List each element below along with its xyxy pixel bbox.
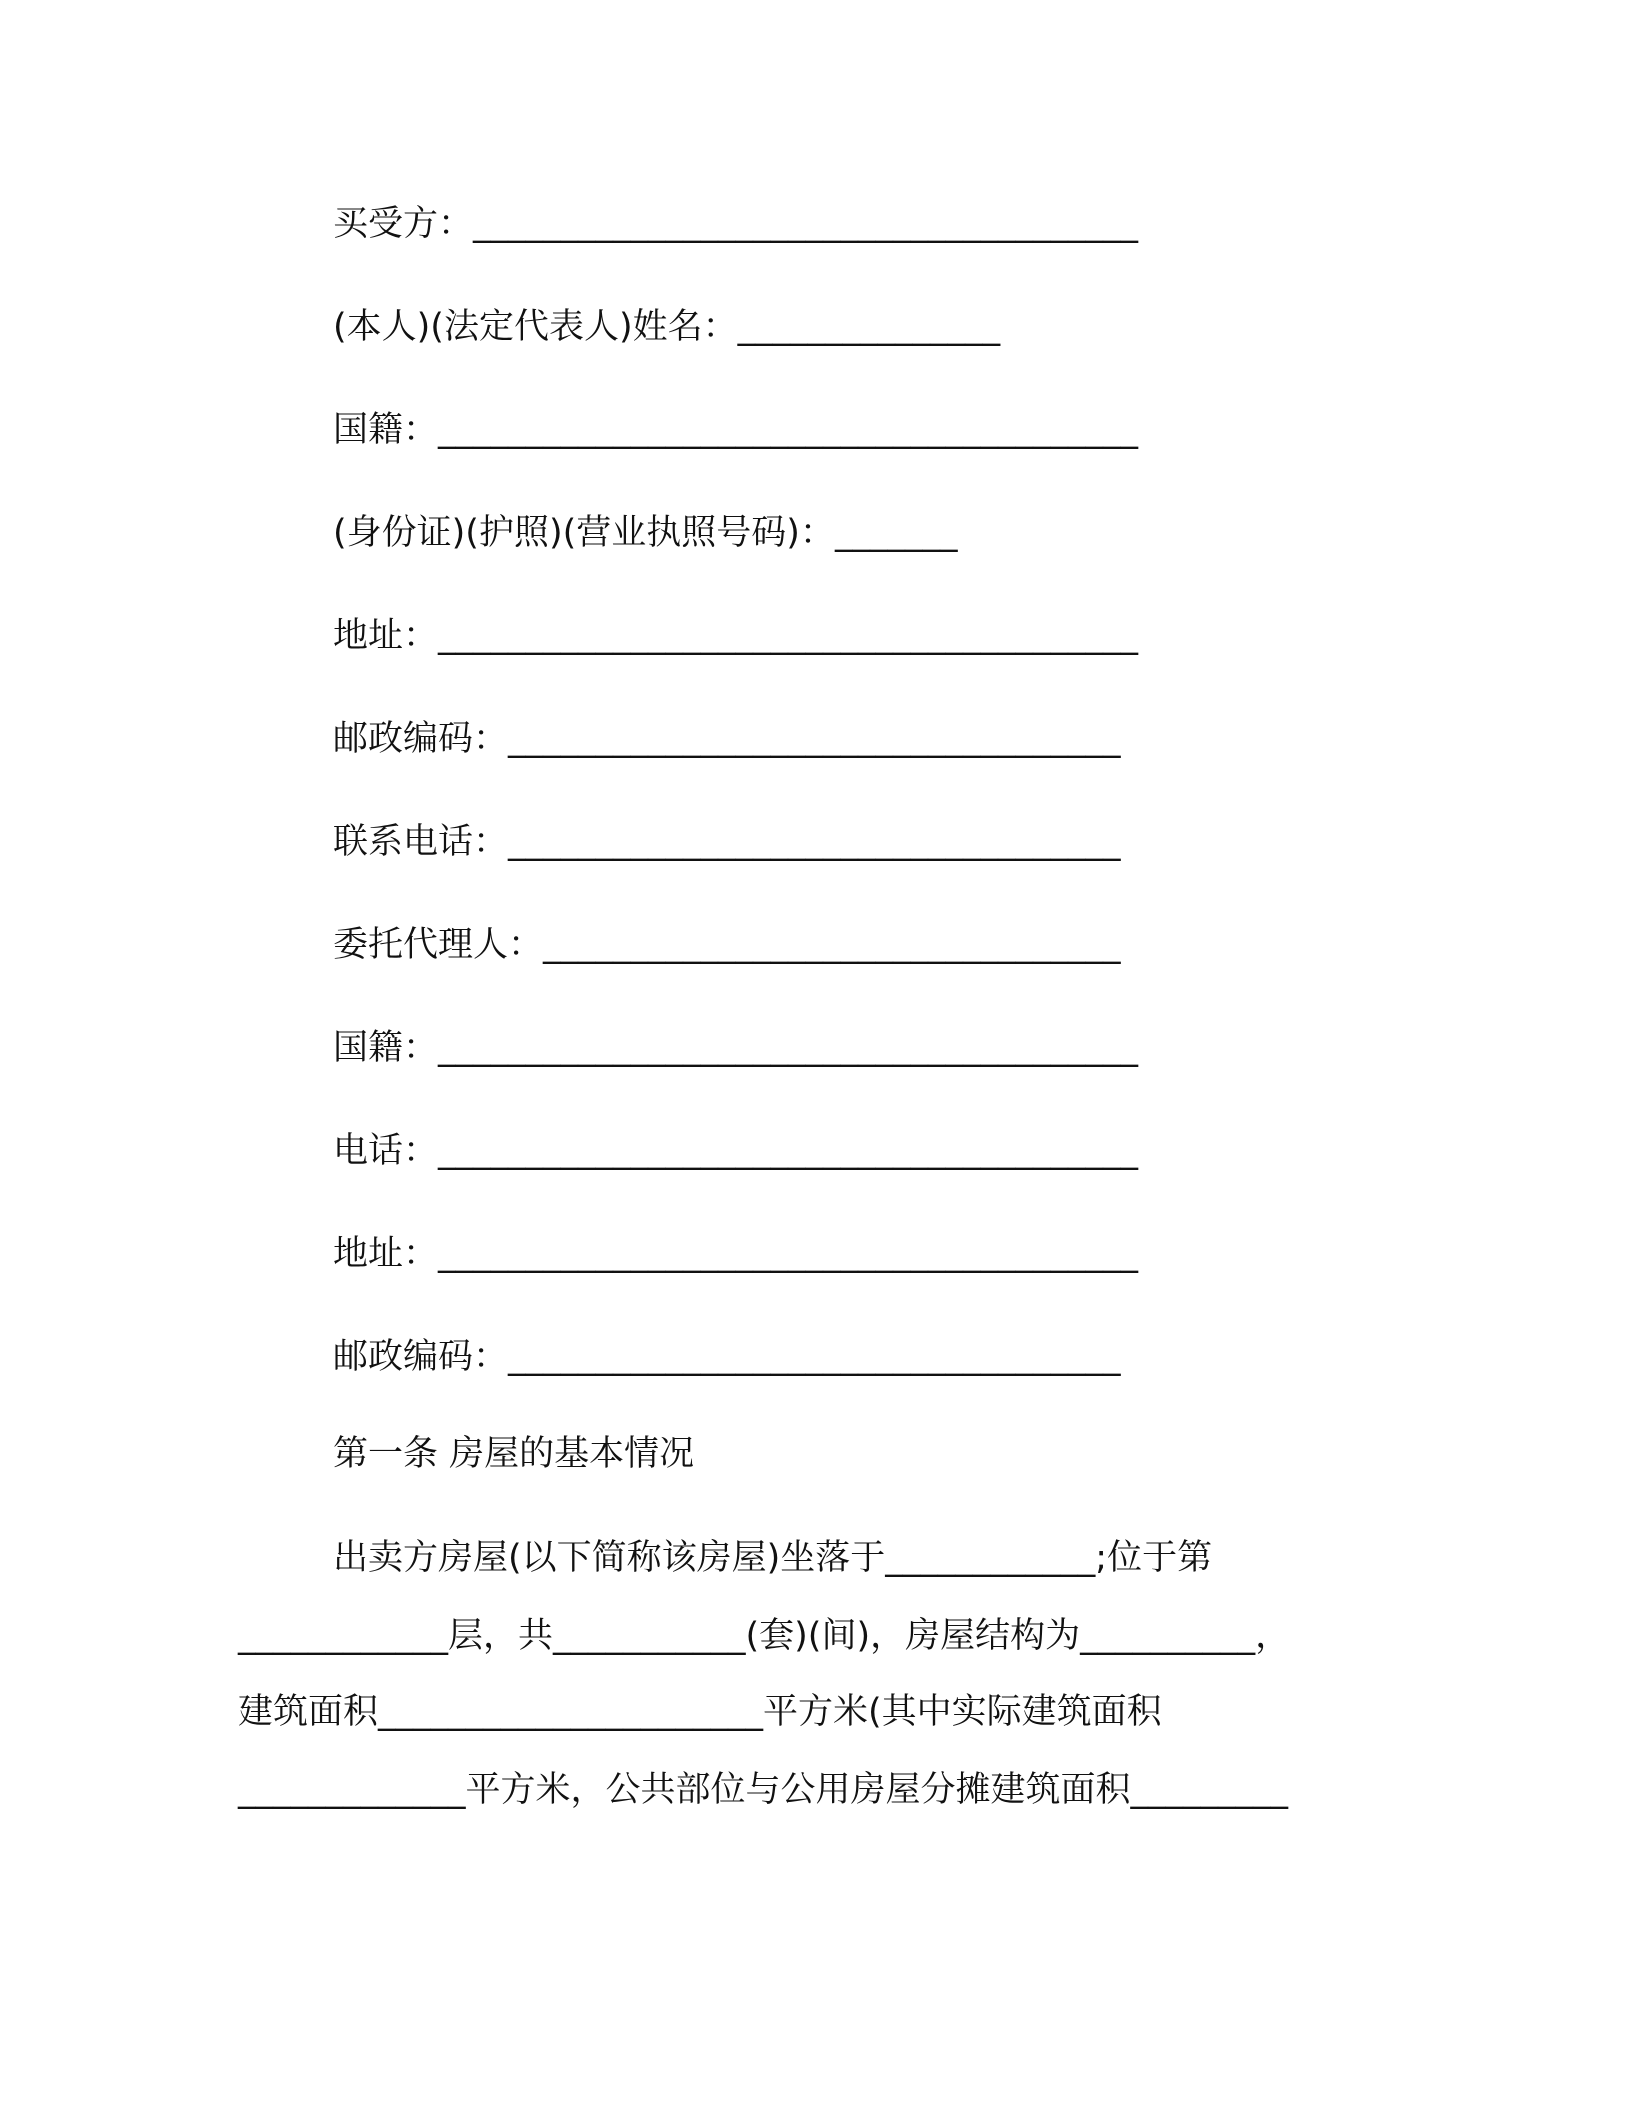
field-postcode: [333, 717, 1121, 761]
field-label: 地址：: [333, 616, 439, 656]
field-label: 邮政编码：: [333, 719, 509, 759]
field-label: (本人)(法定代表人)姓名：: [333, 307, 738, 347]
field-agent-address: [333, 1232, 1138, 1276]
field-agent-nationality: [333, 1026, 1138, 1070]
field-label: 联系电话：: [333, 822, 509, 862]
field-blank: _______________: [737, 307, 1001, 347]
field-label: 地址：: [333, 1234, 439, 1274]
field-blank: ________________________________________: [438, 410, 1139, 450]
field-agent: [333, 923, 1121, 967]
field-agent-postcode: [333, 1335, 1121, 1379]
field-blank: ________________________________________: [438, 1028, 1139, 1068]
field-address: [333, 614, 1138, 658]
field-label: 国籍：: [333, 410, 439, 450]
field-blank: ________________________________________: [438, 1131, 1139, 1171]
field-label: (身份证)(护照)(营业执照号码)：: [333, 513, 835, 553]
field-blank: _______: [834, 513, 958, 553]
field-name: [333, 305, 1000, 349]
field-label: 委托代理人：: [333, 925, 544, 965]
field-label: 邮政编码：: [333, 1337, 509, 1377]
field-nationality: [333, 408, 1138, 452]
field-blank: ___________________________________: [508, 822, 1121, 862]
field-blank: ________________________________________: [438, 616, 1139, 656]
field-blank: ______________________________________: [473, 204, 1139, 244]
article-line: 出卖方房屋(以下简称该房屋)坐落于____________;位于第: [333, 1538, 1213, 1578]
article-line: ____________层，共___________(套)(间)，房屋结构为__________，: [238, 1616, 1291, 1656]
field-blank: _________________________________: [543, 925, 1121, 965]
article-line: _____________平方米，公共部位与公用房屋分摊建筑面积_________: [238, 1770, 1289, 1810]
field-id-number: [333, 511, 957, 555]
field-blank: ___________________________________: [508, 719, 1121, 759]
field-label: 电话：: [333, 1131, 439, 1171]
article-heading: 第一条 房屋的基本情况: [333, 1434, 695, 1474]
article-line: 建筑面积______________________平方米(其中实际建筑面积: [238, 1692, 1162, 1732]
field-buyer: [333, 202, 1138, 246]
field-label: 国籍：: [333, 1028, 439, 1068]
field-phone: [333, 820, 1121, 864]
field-label: 买受方：: [333, 204, 474, 244]
field-blank: ________________________________________: [438, 1234, 1139, 1274]
field-blank: ___________________________________: [508, 1337, 1121, 1377]
field-agent-phone: [333, 1129, 1138, 1173]
